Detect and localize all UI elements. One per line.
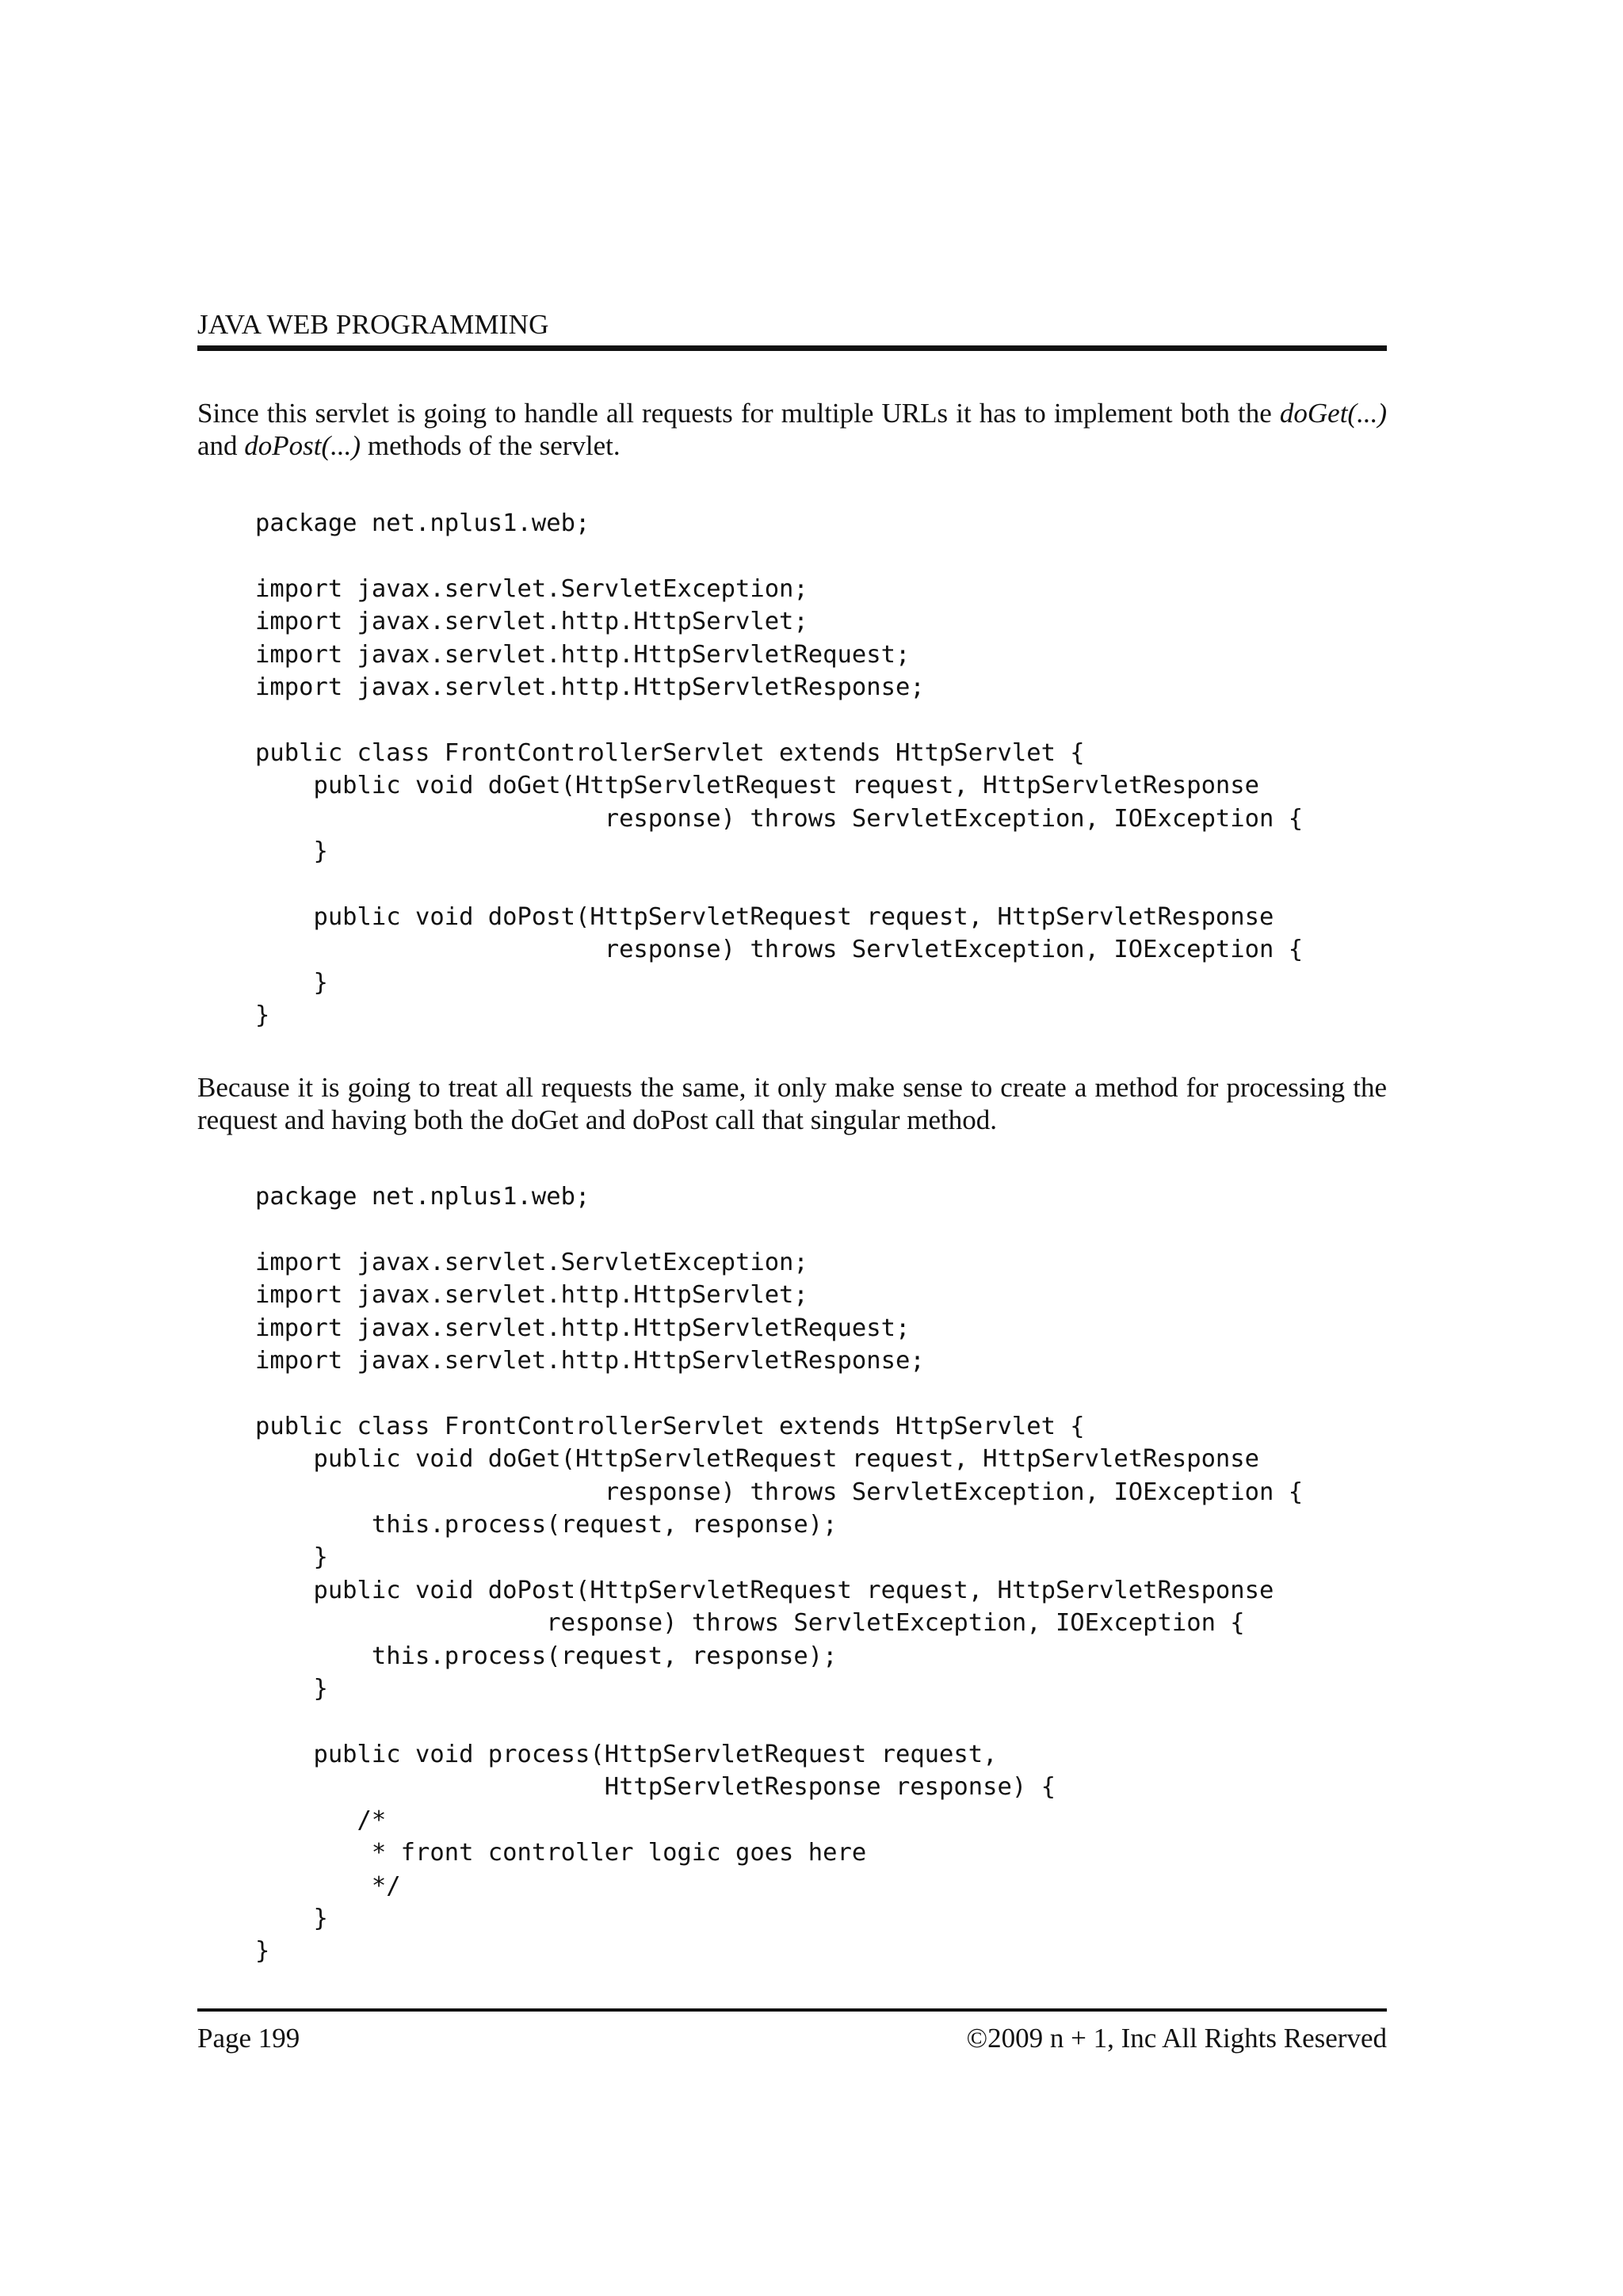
code-listing-2: package net.nplus1.web; import javax.servlet.ServletException; import javax.servlet.http.HttpServlet; import javax.servlet.http.HttpServletRequest; import javax.servlet.http.HttpServletResponse; public class FrontControllerServlet extends HttpServlet { public void doGet(HttpServletRequest request, HttpServletResponse response) throws ServletException, IOException { this.process(request, response); } public void doPost(HttpServletRequest request, HttpServletResponse response) throws ServletException, IOException { this.process(request, response); } public void process(HttpServletRequest request, HttpServletResponse response) { /* * front controller logic goes here */ } } bbox=[255, 1183, 1304, 1966]
paragraph-text: and bbox=[197, 430, 245, 461]
method-name-doget: doGet(...) bbox=[1279, 398, 1387, 429]
page-number: Page 199 bbox=[197, 2023, 300, 2054]
copyright-notice: ©2009 n + 1, Inc All Rights Reserved bbox=[966, 2023, 1387, 2054]
header-rule bbox=[197, 345, 1387, 351]
intro-paragraph bbox=[197, 397, 1387, 462]
code-listing-1: package net.nplus1.web; import javax.servlet.ServletException; import javax.servlet.http.HttpServlet; import javax.servlet.http.HttpServletRequest; import javax.servlet.http.HttpServletResponse; public class FrontControllerServlet extends HttpServlet { public void doGet(HttpServletRequest request, HttpServletResponse response) throws ServletException, IOException { } public void doPost(HttpServletRequest request, HttpServletResponse response) throws ServletException, IOException { } } bbox=[255, 509, 1304, 1030]
footer-rule bbox=[197, 2008, 1387, 2012]
paragraph-text: methods of the servlet. bbox=[361, 430, 621, 461]
explanation-paragraph: Because it is going to treat all requests the same, it only make sense to create a method for processing the request and having both the doGet and doPost call that singular method. bbox=[197, 1072, 1387, 1135]
paragraph-text: Since this servlet is going to handle all requests for multiple URLs it has to implement both the bbox=[197, 398, 1280, 429]
running-header: JAVA WEB PROGRAMMING bbox=[197, 309, 549, 340]
method-name-dopost: doPost(...) bbox=[244, 430, 361, 461]
